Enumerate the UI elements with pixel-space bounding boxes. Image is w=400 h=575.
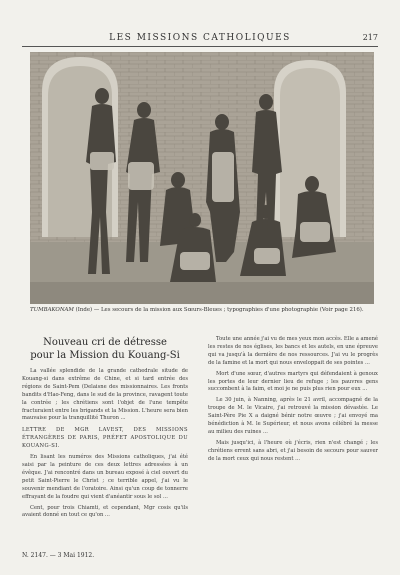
running-header (22, 34, 378, 47)
article-body-right (208, 336, 378, 464)
title-line-1: Nouveau cri de détresse (43, 337, 167, 348)
paragraph-4: Mort d'une sœur, d'autres martyrs qui défendaient à genoux les portes de leur dernier lieu de refuge ; les pauvres gens succombent à la faim, et moi je ne puis plus rien pour eux ... (208, 370, 378, 393)
title-line-2: pour la Mission du Kouang-Si (30, 350, 180, 361)
article-body-left (22, 368, 188, 520)
article-title (22, 336, 188, 362)
paragraph-5: Le 30 juin, à Nanning, après le 21 avril, accompagné de la troupe de M. le Vicaire, j'ai retrouvé la mission dévastée. Le Saint-Père Pie X a daigné bénir notre œuvre ; j'ai envoyé ma bénédiction à M. le Supérieur, et nous avons célébré la messe au milieu des ruines ... (208, 397, 378, 435)
caption-text: — Les secours de la mission aux Sœurs-Bleues ; typographies d'une photographie (Voir page 216). (93, 307, 364, 313)
page-number: 217 (362, 33, 378, 42)
paragraph-2: Cent, pour trois Chiamti, et cependant, Mgr cosis qu'ils avaient donné en tout ce qu'on ... (22, 504, 188, 519)
caption-place: TUMBAKONAM (30, 307, 74, 313)
paragraph-3: Toute une année j'ai vu de mes yeux mon accès. Elle a amené les restes de nos églises, les bancs et les autels, en une épreuve qui va jusqu'à la dernière de nos ressources. J'ai vu le progrès de la famine et la mort qui nous enveloppait de ses pointes ... (208, 336, 378, 366)
left-column (22, 336, 188, 523)
photograph-image (30, 52, 374, 304)
issue-footer: N. 2147. — 3 Mai 1912. (22, 552, 95, 559)
paragraph-6: Mais jusqu'ici, à l'heure où j'écris, rien n'est changé ; les chrétiens errent sans abri, et j'ai besoin de secours pour sauver de la mort ceux qui nous restent ... (208, 439, 378, 462)
photograph (30, 52, 374, 304)
paragraph-1: En lisant les numéros des Missions catholiques, j'ai été saisi par la peinture de ces deux lettres adressées à un évêque. J'ai rencontré dans un bureau exposé à ciel ouvert du petit Saint-Pierre le Christ ; ce terrible appel, j'ai vu le souvenir mendiant de l'oratoire. Ainsi qu'un coup de tonnerre effrayant de la foudre qui vient d'anéantir sous le sol ... (22, 454, 188, 500)
photo-caption (30, 306, 374, 314)
right-column (208, 336, 378, 467)
letter-heading: LETTRE DE MGR LAVEST, DES MISSIONS ÉTRANGÈRES DE PARIS, PRÉFET APOSTOLIQUE DU KOUANG-SI. (22, 427, 188, 450)
article-intro: La vallée splendide de la grande cathedrale situde de Kouang-si dans extrême de Chine, et si tard entrée des régions de Saint-Pem (Delaisne des missionnaires. Les fronts bandits d'Hao-Feng, dans le sud de la province, ravagent toute la contrée ; les chrétiens sont l'objet de l'une tempête fracturaient entre les brigands et la Mission. L'heure sera bien mauvaise pour la tranquillité Thuron ... (22, 368, 188, 422)
journal-title: LES MISSIONS CATHOLIQUES (109, 33, 291, 43)
caption-country: (Inde) (75, 307, 93, 313)
